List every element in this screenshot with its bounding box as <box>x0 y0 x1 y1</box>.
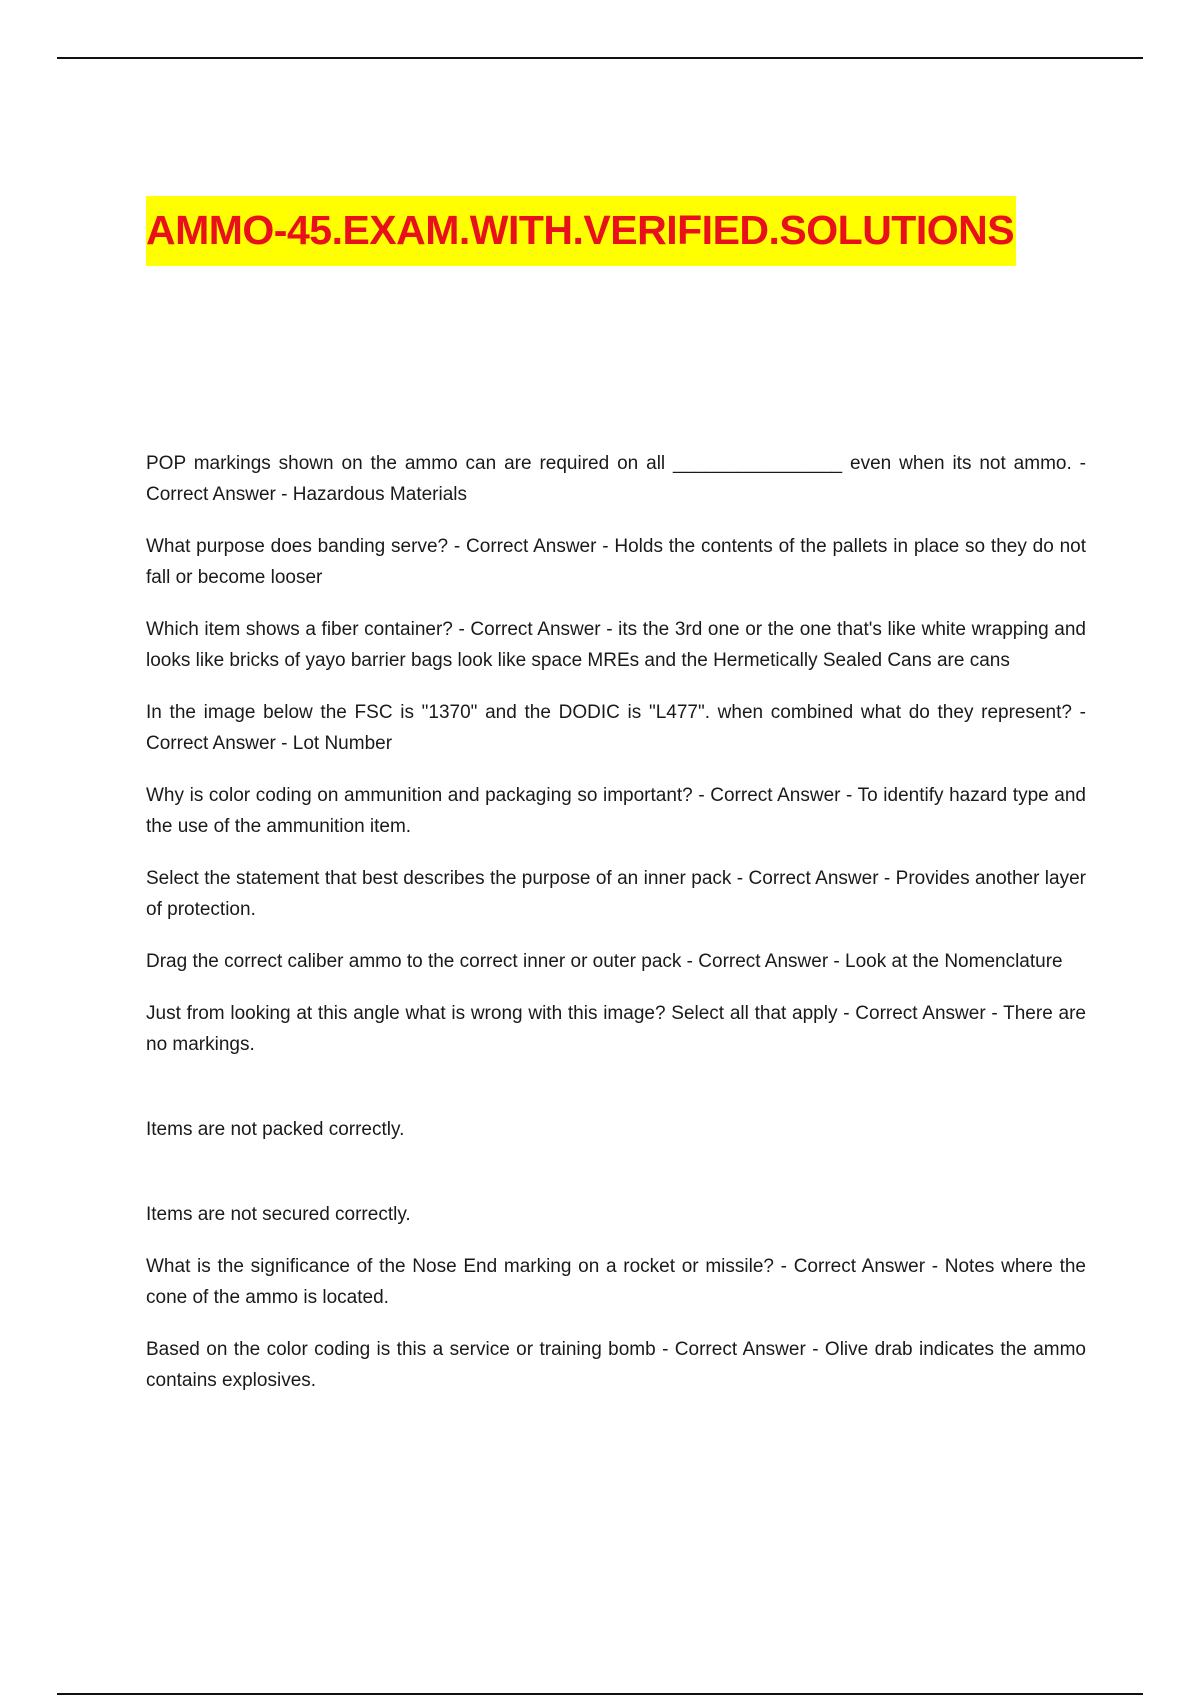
qa-item: Which item shows a fiber container? - Correct Answer - its the 3rd one or the one that's like white wrapping and looks like bricks of yayo barrier bags look like space MREs and the Hermetically Sealed Cans are cans <box>146 619 1086 671</box>
title-highlight <box>146 196 1016 266</box>
qa-item: In the image below the FSC is "1370" and the DODIC is "L477". when combined what do they represent? - Correct Answer - Lot Number <box>146 702 1086 754</box>
qa-item: Select the statement that best describes the purpose of an inner pack - Correct Answer - Provides another layer of protection. <box>146 868 1086 920</box>
qa-item: What is the significance of the Nose End marking on a rocket or missile? - Correct Answer - Notes where the cone of the ammo is located. <box>146 1256 1086 1308</box>
qa-item: POP markings shown on the ammo can are required on all ________________ even when its not ammo. - Correct Answer - Hazardous Materials <box>146 453 1086 505</box>
qa-item: Why is color coding on ammunition and packaging so important? - Correct Answer - To identify hazard type and the use of the ammunition item. <box>146 785 1086 837</box>
qa-item: Just from looking at this angle what is wrong with this image? Select all that apply - Correct Answer - There are no markings. <box>146 1003 1086 1055</box>
bottom-rule <box>57 1693 1143 1695</box>
top-rule <box>57 57 1143 59</box>
answer-continuation: Items are not secured correctly. <box>146 1204 411 1225</box>
qa-item: Drag the correct caliber ammo to the correct inner or outer pack - Correct Answer - Look at the Nomenclature <box>146 951 1063 972</box>
document-title: AMMO-45.EXAM.WITH.VERIFIED.SOLUTIONS <box>146 207 1015 253</box>
qa-content <box>146 448 1086 1417</box>
qa-item: Based on the color coding is this a service or training bomb - Correct Answer - Olive drab indicates the ammo contains explosives. <box>146 1339 1086 1391</box>
qa-item: What purpose does banding serve? - Correct Answer - Holds the contents of the pallets in place so they do not fall or become looser <box>146 536 1086 588</box>
answer-continuation: Items are not packed correctly. <box>146 1119 405 1140</box>
